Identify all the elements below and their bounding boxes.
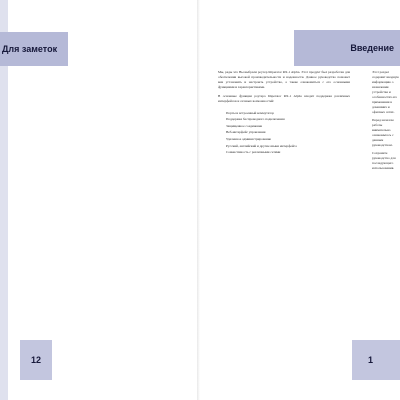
right-page-body <box>218 70 350 157</box>
feature-list-item: • Защищенное соединение <box>226 124 350 129</box>
side-paragraph: Перед началом работы внимательно ознакомьтесь с данным руководством. <box>372 118 394 147</box>
side-paragraph: Этот раздел содержит вводную информацию о назначении устройства и особенностях его применения в домашних и офисных сетях. <box>372 70 400 114</box>
side-paragraph: Сохраните руководство для последующего использования. <box>372 151 396 170</box>
feature-list <box>218 111 350 156</box>
right-page-number: 1 <box>368 355 374 365</box>
left-page-number-box <box>20 340 52 380</box>
left-page-header-title: Для заметок <box>2 44 58 54</box>
body-paragraph: В основные функции роутера Imperator RX-1 Alpha входит поддержка различных интерфейсов и сетевых возможностей: <box>218 94 350 104</box>
right-page-number-box <box>352 340 400 380</box>
feature-list-item: • Удаленное администрирование <box>226 137 350 142</box>
body-paragraph: Мы, рады что Вы выбрали роутер Imperator RX-1 Alpha. Этот продукт был разработан для обеспечения высокой производительности и надежности. Данное руководство поможет вам установить и настроить устройство, а также ознакомиться с его основными функциями и характеристиками. <box>218 70 350 90</box>
feature-list-item: • Порты и встроенный коммутатор <box>226 111 350 116</box>
right-page-side-column <box>372 70 400 336</box>
feature-list-item: • Русский, английский и другие языки интерфейса <box>226 144 350 149</box>
right-page-header <box>294 30 400 66</box>
feature-list-item: • Совместимость с различными сетями <box>226 150 350 155</box>
left-page-number: 12 <box>30 355 41 365</box>
right-page-header-title: Введение <box>350 43 394 53</box>
left-page-header <box>0 32 68 66</box>
feature-list-item: • Веб-интерфейс управления <box>226 130 350 135</box>
feature-list-item: • Поддержка беспроводного подключения <box>226 117 350 122</box>
